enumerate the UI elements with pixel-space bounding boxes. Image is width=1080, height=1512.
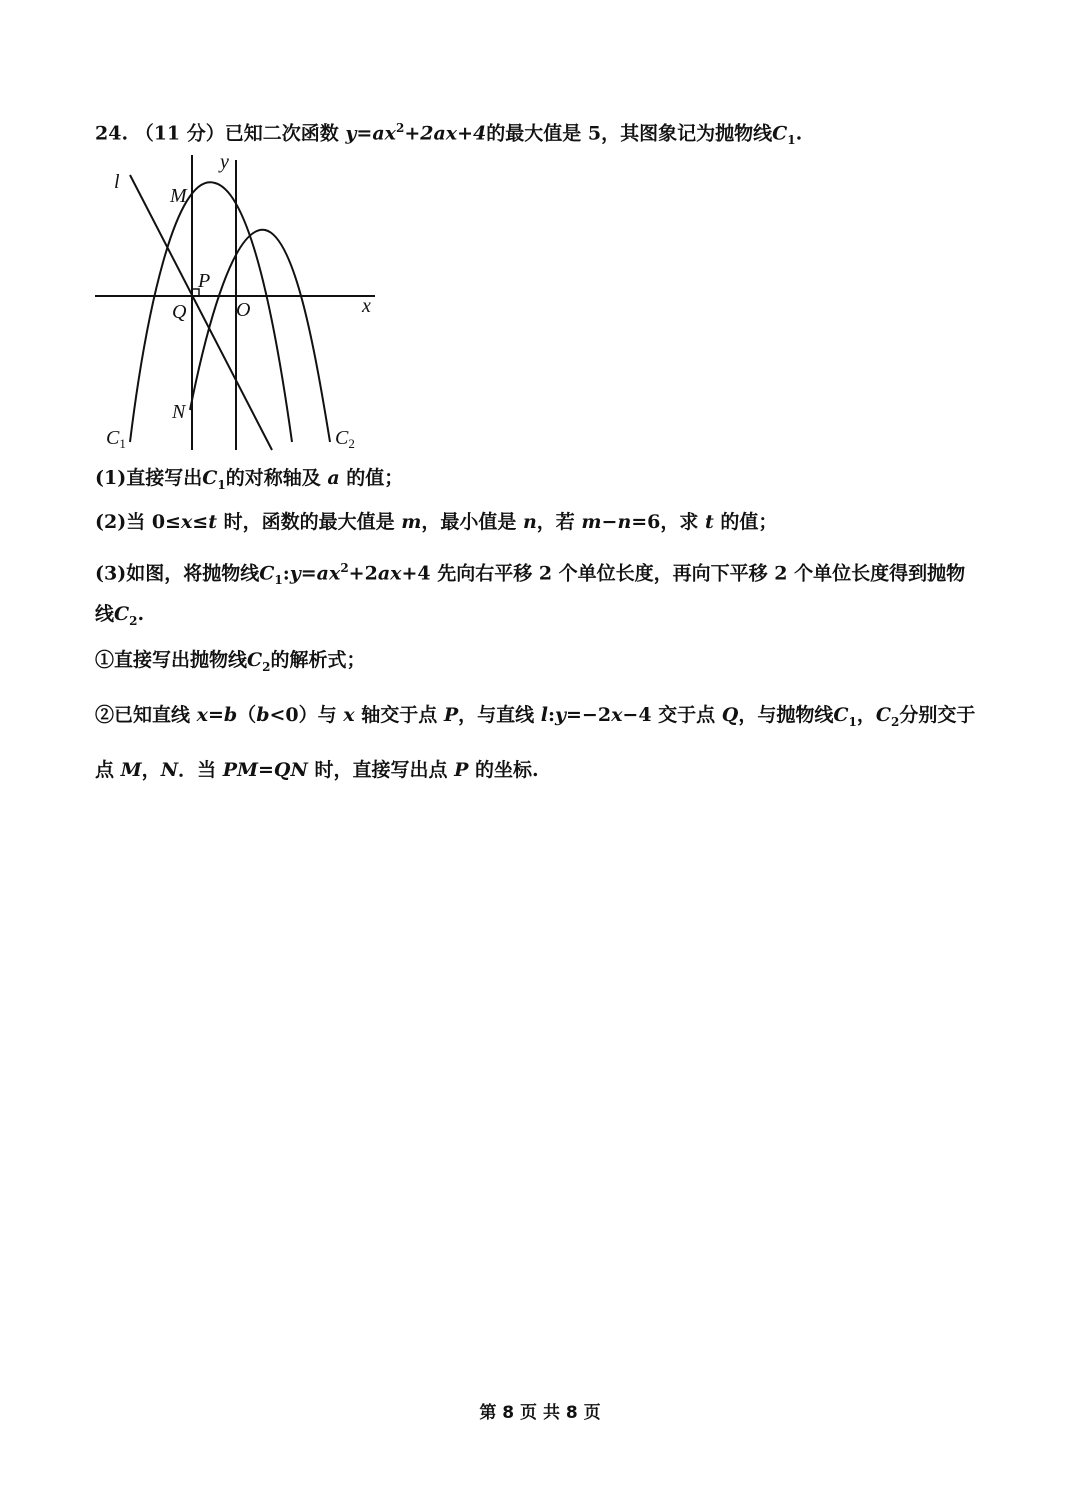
p3-curve: C (259, 562, 275, 585)
p2-leq: ≤ (192, 511, 209, 533)
label-p: P (198, 270, 211, 292)
label-n: N (172, 401, 186, 423)
subpart-2-cont (95, 758, 539, 782)
stem-text: 已知二次函数 (224, 122, 339, 145)
p1-text: (1)直接写出 (95, 467, 203, 489)
s2-lt: <0）与 (269, 704, 344, 726)
s2-paren: （ (237, 704, 257, 726)
parabola-c2 (190, 230, 330, 442)
s2-l: l (540, 704, 548, 726)
s2-text: ②已知直线 (95, 704, 197, 726)
s2-x2: x (611, 704, 623, 726)
parabola-figure (90, 150, 390, 455)
s2-c2: C (875, 704, 891, 726)
part-1 (95, 466, 403, 497)
p2-text-2: 时，函数的最大值是 (217, 511, 402, 533)
page-footer: 第 8 页 共 8 页 (479, 1403, 601, 1423)
p2-var-n: n (522, 511, 537, 533)
stem-exponent: 2 (396, 121, 405, 135)
s3-comma: ， (141, 759, 161, 781)
p3-curve-2: C (114, 603, 130, 625)
part-2 (95, 510, 777, 534)
p3-plus: +2 (348, 562, 378, 585)
s2-text-3: ，与直线 (458, 704, 541, 726)
s1-curve-sub: 2 (262, 659, 271, 674)
p2-var-t: t (208, 511, 217, 533)
s3-text: 点 (95, 759, 121, 781)
s3-pmqn: PM=QN (222, 759, 308, 781)
s2-q: Q (721, 704, 739, 726)
p2-var-x: x (180, 511, 193, 533)
s2-c2-sub: 2 (890, 714, 900, 729)
s2-colon: : (547, 704, 555, 726)
label-m: M (170, 185, 187, 207)
p2-text-5: =6，求 (631, 511, 706, 533)
s3-m: M (120, 759, 142, 781)
s3-text-2: ．当 (178, 759, 223, 781)
p2-text-6: 的值； (713, 511, 778, 533)
label-q: Q (172, 301, 187, 323)
s3-text-3: 时，直接写出点 (307, 759, 455, 781)
p1-text-2: 的对称轴及 (225, 467, 328, 489)
part-3 (95, 556, 965, 592)
s2-eq: =−2 (566, 704, 612, 726)
p3-end: . (137, 603, 145, 625)
label-l: l (114, 171, 120, 193)
s2-p: P (443, 704, 459, 726)
stem-curve-sub: 1 (787, 133, 796, 148)
label-y: y (220, 151, 229, 173)
stem-function: y=ax (345, 122, 396, 145)
p3-curve-2-sub: 2 (129, 613, 138, 628)
s2-comma: ， (856, 704, 876, 726)
s2-text-5: ，与抛物线 (738, 704, 834, 726)
s1-text: ①直接写出抛物线 (95, 649, 248, 671)
s2-y: y (554, 704, 567, 726)
p1-curve-sub: 1 (217, 477, 226, 492)
question-stem (95, 116, 802, 152)
s2-text-6: 分别交于 (899, 704, 976, 726)
p2-text-3: ，最小值是 (421, 511, 523, 533)
p2-text-4: ，若 (536, 511, 582, 533)
p3-ax: ax (377, 562, 402, 585)
s3-p: P (454, 759, 469, 781)
s2-c1: C (833, 704, 849, 726)
s3-text-4: 的坐标. (468, 759, 539, 781)
s2-c1-sub: 1 (848, 714, 857, 729)
p1-text-3: 的值； (339, 467, 404, 489)
label-x: x (362, 295, 371, 317)
s2-b: b (256, 704, 270, 726)
s2-text-4: −4 交于点 (622, 704, 722, 726)
s1-text-2: 的解析式； (270, 649, 366, 671)
p2-var-m: m (401, 511, 422, 533)
s3-n: N (160, 759, 179, 781)
p1-curve: C (202, 467, 218, 489)
s2-text-2: 轴交于点 (354, 704, 444, 726)
stem-end: . (795, 122, 803, 145)
p1-var-a: a (327, 467, 340, 489)
part-3-cont (95, 602, 144, 633)
question-score: （11 分） (134, 122, 225, 145)
p2-var-mn: m−n (581, 511, 632, 533)
stem-curve: C (772, 122, 788, 145)
s2-x: x (343, 704, 355, 726)
subpart-1 (95, 648, 366, 679)
stem-function-rest: +2ax+4 (404, 122, 487, 145)
s2-xb: x=b (196, 704, 238, 726)
p3-text-3: 线 (95, 603, 115, 625)
stem-text-post: 的最大值是 5，其图象记为抛物线 (486, 122, 773, 145)
question-number: 24. (95, 122, 129, 145)
subpart-2 (95, 703, 975, 734)
s1-curve: C (247, 649, 263, 671)
label-c2: $C_2$ (335, 427, 355, 451)
p3-fn: y=ax (289, 562, 341, 585)
p3-text-2: +4 先向右平移 2 个单位长度，再向下平移 2 个单位长度得到抛物 (401, 562, 966, 585)
label-c1: $C_1$ (106, 427, 126, 451)
p3-curve-sub: 1 (274, 573, 283, 588)
p3-text: (3)如图，将抛物线 (95, 562, 260, 585)
p3-exp: 2 (340, 561, 349, 575)
label-o: O (236, 299, 251, 321)
p2-var-t2: t (705, 511, 714, 533)
p2-text: (2)当 0≤ (95, 511, 181, 533)
p3-colon: : (282, 562, 290, 585)
